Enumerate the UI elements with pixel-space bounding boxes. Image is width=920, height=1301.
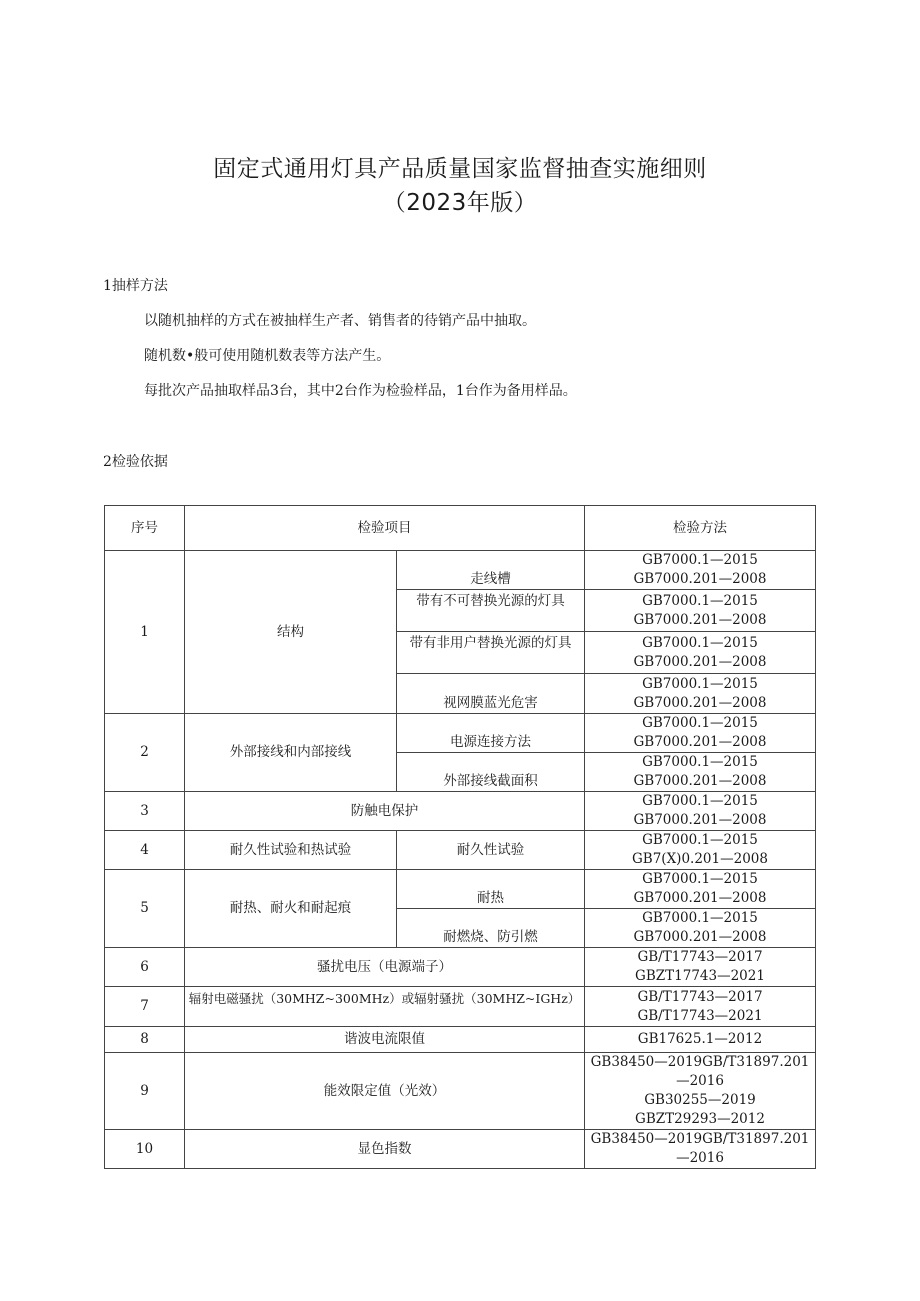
table-row — [105, 1130, 816, 1169]
row-subitem: 电源连接方法 — [397, 714, 585, 753]
table-header-row — [105, 506, 816, 551]
row-method: GB/T17743—2017 GB/T17743—2021 — [585, 987, 816, 1027]
paragraph: 每批次产品抽取样品3台，其中2台作为检验样品，1台作为备用样品。 — [144, 383, 577, 399]
row-method: GB7000.1—2015 GB7000.201—2008 — [585, 590, 816, 632]
table-row — [105, 948, 816, 987]
paragraph: 随机数•般可使用随机数表等方法产生。 — [144, 348, 391, 364]
row-subitem: 视网膜蓝光危害 — [397, 674, 585, 714]
row-method: GB17625.1—2012 — [585, 1027, 816, 1053]
header-method: 检验方法 — [585, 506, 816, 551]
row-method: GB7000.1—2015 GB7000.201—2008 — [585, 674, 816, 714]
row-item: 结构 — [185, 551, 397, 714]
row-no: 2 — [105, 714, 185, 792]
row-method: GB7000.1—2015 GB7000.201—2008 — [585, 551, 816, 590]
inspection-table — [104, 505, 816, 1169]
row-subitem: 带有不可替换光源的灯具 — [397, 590, 585, 632]
row-method: GB38450—2019GB/T31897.201—2016 GB30255—2019 GBZT29293—2012 — [585, 1053, 816, 1130]
row-subitem: 走线槽 — [397, 551, 585, 590]
row-item: 耐久性试验和热试验 — [185, 831, 397, 870]
table-row — [105, 987, 816, 1027]
row-no: 7 — [105, 987, 185, 1027]
table-row — [105, 870, 816, 909]
row-item: 外部接线和内部接线 — [185, 714, 397, 792]
section-heading-basis: 2检验依据 — [103, 454, 168, 470]
row-method: GB7000.1—2015 GB7000.201—2008 — [585, 792, 816, 831]
header-item: 检验项目 — [185, 506, 585, 551]
row-no: 4 — [105, 831, 185, 870]
row-item: 显色指数 — [185, 1130, 585, 1169]
row-item: 辐射电磁骚扰（30MHZ~300MHz）或辐射骚扰（30MHZ~IGHz） — [185, 987, 585, 1027]
document-subtitle: （2023年版） — [382, 190, 538, 216]
row-method: GB7000.1—2015 GB7000.201—2008 — [585, 714, 816, 753]
row-method: GB/T17743—2017 GBZT17743—2021 — [585, 948, 816, 987]
row-subitem: 带有非用户替换光源的灯具 — [397, 632, 585, 674]
table-row — [105, 1053, 816, 1130]
row-method: GB7000.1—2015 GB7000.201—2008 — [585, 632, 816, 674]
row-method: GB7000.1—2015 GB7000.201—2008 — [585, 909, 816, 948]
row-method: GB38450—2019GB/T31897.201—2016 — [585, 1130, 816, 1169]
table-row — [105, 831, 816, 870]
row-method: GB7000.1—2015 GB7000.201—2008 — [585, 753, 816, 792]
row-item: 谐波电流限值 — [185, 1027, 585, 1053]
row-subitem: 耐久性试验 — [397, 831, 585, 870]
table-row — [105, 792, 816, 831]
row-subitem: 外部接线截面积 — [397, 753, 585, 792]
row-no: 10 — [105, 1130, 185, 1169]
row-no: 6 — [105, 948, 185, 987]
row-no: 5 — [105, 870, 185, 948]
document-title: 固定式通用灯具产品质量国家监督抽查实施细则 — [213, 156, 707, 182]
paragraph: 以随机抽样的方式在被抽样生产者、销售者的待销产品中抽取。 — [144, 313, 536, 329]
row-item: 耐热、耐火和耐起痕 — [185, 870, 397, 948]
row-method: GB7000.1—2015 GB7000.201—2008 — [585, 870, 816, 909]
section-heading-sampling: 1抽样方法 — [103, 278, 168, 294]
table-row — [105, 551, 816, 590]
row-subitem: 耐热 — [397, 870, 585, 909]
row-no: 1 — [105, 551, 185, 714]
row-subitem: 耐燃烧、防引燃 — [397, 909, 585, 948]
row-item: 骚扰电压（电源端子） — [185, 948, 585, 987]
table-row — [105, 714, 816, 753]
row-no: 3 — [105, 792, 185, 831]
header-no: 序号 — [105, 506, 185, 551]
row-no: 9 — [105, 1053, 185, 1130]
table-row — [105, 1027, 816, 1053]
row-method: GB7000.1—2015 GB7(X)0.201—2008 — [585, 831, 816, 870]
row-no: 8 — [105, 1027, 185, 1053]
row-item: 防触电保护 — [185, 792, 585, 831]
row-item: 能效限定值（光效） — [185, 1053, 585, 1130]
